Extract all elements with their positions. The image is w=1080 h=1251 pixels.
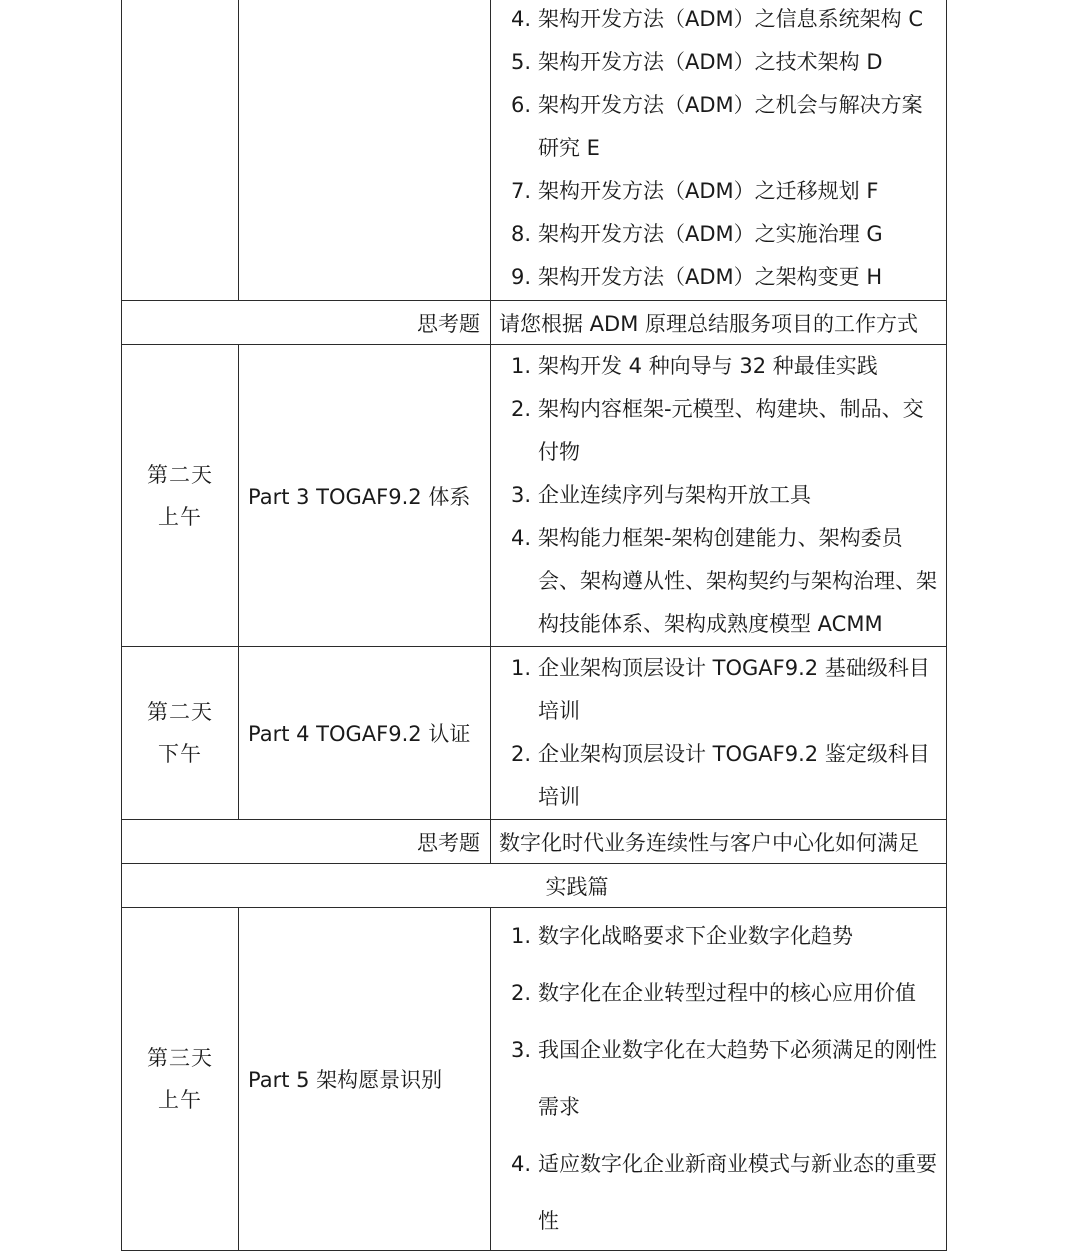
think-question-row — [122, 301, 947, 345]
content-cell — [491, 647, 947, 820]
schedule-row-day3-am — [122, 908, 947, 1251]
schedule-row-continued — [122, 0, 947, 301]
list-item: 7. 架构开发方法（ADM）之迁移规划 F — [511, 179, 879, 203]
part-title: Part 3 TOGAF9.2 体系 — [239, 345, 491, 647]
list-item: 2. 架构内容框架-元模型、构建块、制品、交付物 — [511, 397, 924, 464]
list-item: 2. 数字化在企业转型过程中的核心应用价值 — [511, 981, 916, 1005]
list-item: 4. 架构开发方法（ADM）之信息系统架构 C — [511, 7, 923, 31]
list-item: 4. 适应数字化企业新商业模式与新业态的重要性 — [511, 1152, 937, 1233]
list-item: 9. 架构开发方法（ADM）之架构变更 H — [511, 265, 883, 289]
list-item: 3. 我国企业数字化在大趋势下必须满足的刚性需求 — [511, 1038, 937, 1119]
day-label: 第二天 — [147, 700, 213, 724]
list-item: 3. 企业连续序列与架构开放工具 — [511, 483, 811, 507]
content-list — [491, 908, 946, 1250]
list-item: 1. 数字化战略要求下企业数字化趋势 — [511, 924, 853, 948]
think-question-row — [122, 820, 947, 864]
list-item: 4. 架构能力框架-架构创建能力、架构委员会、架构遵从性、架构契约与架构治理、架构技能体系、架构成熟度模型 ACMM — [511, 526, 937, 636]
section-title: 实践篇 — [122, 864, 947, 908]
schedule-row-day2-pm — [122, 647, 947, 820]
think-question-label: 思考题 — [122, 301, 491, 345]
content-cell — [491, 345, 947, 647]
think-question-label: 思考题 — [122, 820, 491, 864]
schedule-row-day2-am — [122, 345, 947, 647]
list-item: 5. 架构开发方法（ADM）之技术架构 D — [511, 50, 883, 74]
part-title: Part 5 架构愿景识别 — [239, 908, 491, 1251]
content-cell — [491, 0, 947, 301]
list-item: 2. 企业架构顶层设计 TOGAF9.2 鉴定级科目培训 — [511, 742, 930, 809]
course-schedule-table — [121, 0, 947, 1251]
session-label: 上午 — [158, 504, 202, 529]
day-cell-empty — [122, 0, 239, 301]
day-cell — [122, 908, 239, 1251]
session-label: 下午 — [158, 742, 202, 766]
list-item: 8. 架构开发方法（ADM）之实施治理 G — [511, 222, 883, 246]
content-list — [491, 647, 946, 819]
session-label: 上午 — [158, 1088, 202, 1112]
list-item: 6. 架构开发方法（ADM）之机会与解决方案研究 E — [511, 93, 923, 160]
list-item: 1. 企业架构顶层设计 TOGAF9.2 基础级科目培训 — [511, 656, 930, 723]
think-question-text: 数字化时代业务连续性与客户中心化如何满足 — [491, 820, 947, 864]
part-title: Part 4 TOGAF9.2 认证 — [239, 647, 491, 820]
day-label: 第三天 — [147, 1046, 213, 1070]
part-cell-empty — [239, 0, 491, 301]
day-label: 第二天 — [147, 462, 213, 487]
day-cell — [122, 647, 239, 820]
content-list — [491, 345, 946, 646]
content-cell — [491, 908, 947, 1251]
section-header-row — [122, 864, 947, 908]
day-cell — [122, 345, 239, 647]
think-question-text: 请您根据 ADM 原理总结服务项目的工作方式 — [491, 301, 947, 345]
list-item: 1. 架构开发 4 种向导与 32 种最佳实践 — [511, 354, 878, 378]
content-list — [491, 0, 946, 299]
